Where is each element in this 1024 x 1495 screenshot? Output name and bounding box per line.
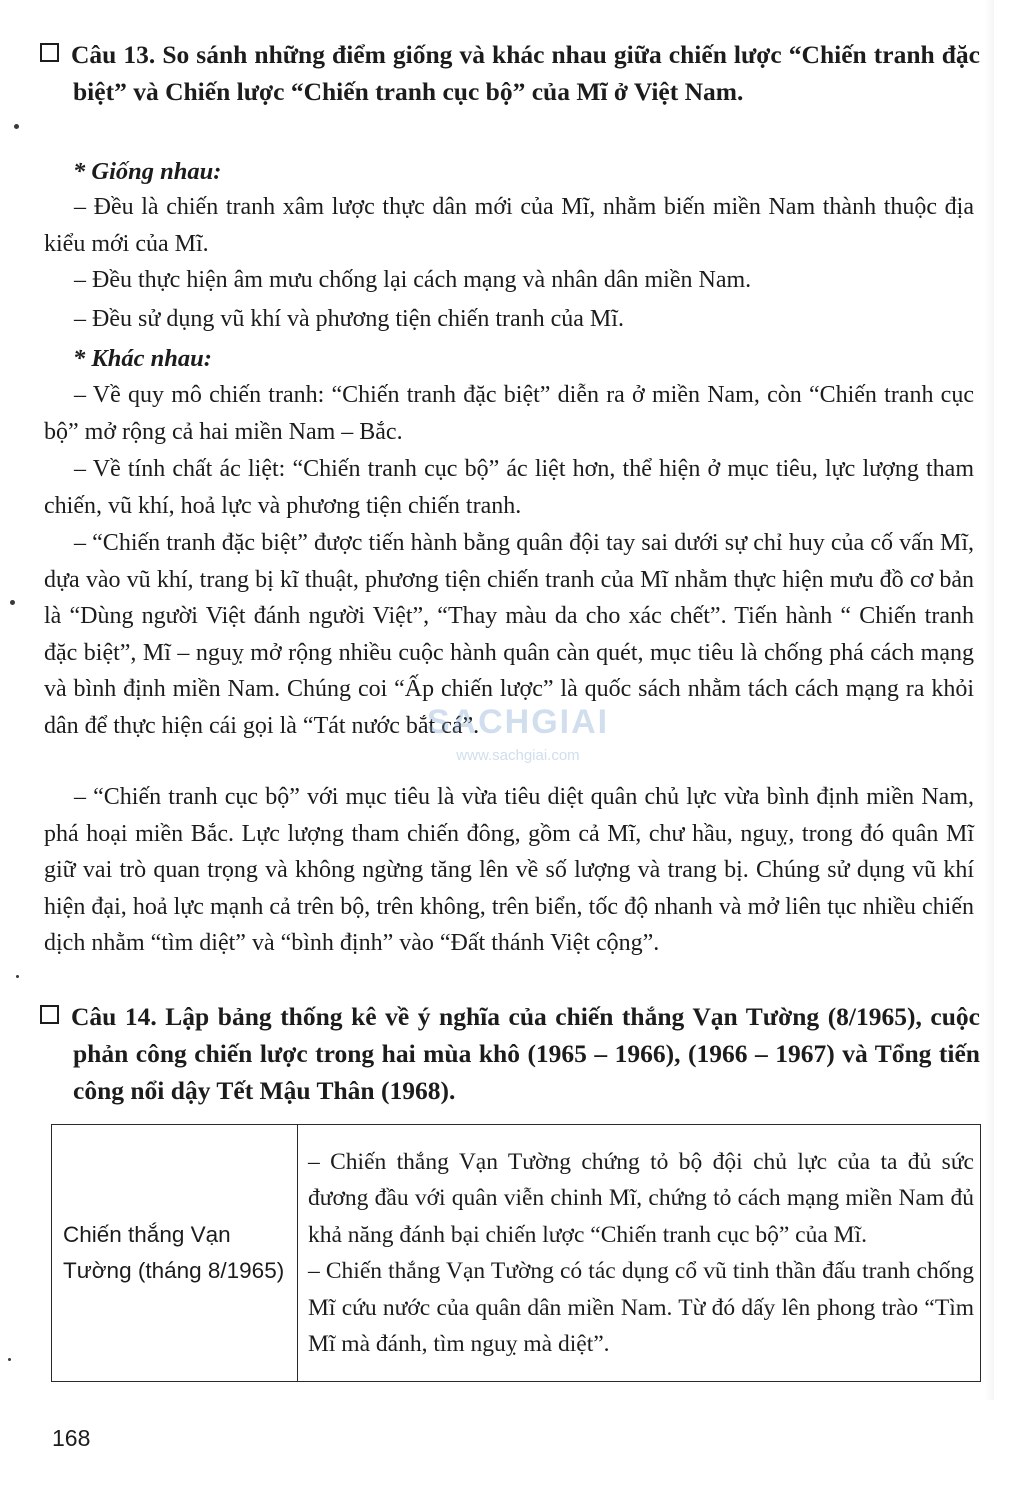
page-number: 168: [52, 1425, 91, 1451]
question-13: [40, 36, 980, 110]
scan-speck: [14, 124, 19, 129]
watermark-url: www.sachgiai.com: [456, 747, 580, 764]
page-edge-shadow: [984, 0, 994, 1400]
table-row: [52, 1125, 981, 1382]
checkbox-square-icon: [40, 43, 59, 62]
difference-1: – Về quy mô chiến tranh: “Chiến tranh đặc biệt” diễn ra ở miền Nam, còn “Chiến tranh cục bộ” mở rộng cả hai miền Nam – Bắc.: [44, 382, 974, 445]
differences-heading: * Khác nhau:: [73, 345, 212, 372]
question-14: [40, 998, 980, 1109]
similarity-3: – Đều sử dụng vũ khí và phương tiện chiến tranh của Mĩ.: [74, 306, 624, 332]
difference-4: – “Chiến tranh cục bộ” với mục tiêu là vừa tiêu diệt quân chủ lực vừa bình định miền Nam, phá hoại miền Bắc. Lực lượng tham chiến đông, gồm cả Mĩ, chư hầu, nguỵ, trong đó quân Mĩ giữ vai trò quan trọng và không ngừng tăng lên về số lượng và trang bị. Chúng sử dụng vũ khí hiện đại, hoả lực mạnh cả trên bộ, trên không, trên biển, tốc độ nhanh và mở liên tục nhiều chiến dịch nhằm “tìm diệt” và “bình định” vào “Đất thánh Việt cộng”.: [44, 784, 974, 956]
table-point-2: – Chiến thắng Vạn Tường có tác dụng cổ vũ tinh thần đấu tranh chống Mĩ cứu nước của quân dân miền Nam. Từ đó dấy lên phong trào “Tìm Mĩ mà đánh, tìm nguỵ mà diệt”.: [308, 1258, 974, 1357]
statistics-table: [51, 1124, 981, 1382]
difference-3: – “Chiến tranh đặc biệt” được tiến hành bằng quân đội tay sai dưới sự chỉ huy của cố vấn Mĩ, dựa vào vũ khí, trang bị kĩ thuật, phương tiện chiến tranh của Mĩ nhằm thực hiện mưu đồ cơ bản là “Dùng người Việt đánh người Việt”, “Thay màu da cho xác chết”. Tiến hành “ Chiến tranh đặc biệt”, Mĩ – nguỵ mở rộng nhiều cuộc hành quân càn quét, mục tiêu là chống phá cách mạng và bình định miền Nam. Chúng coi “Ấp chiến lược” là quốc sách nhằm tách cách mạng ra khỏi dân để thực hiện cái gọi là “Tát nước bắt cá”.: [44, 530, 974, 739]
difference-2: – Về tính chất ác liệt: “Chiến tranh cục bộ” ác liệt hơn, thể hiện ở mục tiêu, lực lượng tham chiến, vũ khí, hoả lực và phương tiện chiến tranh.: [44, 456, 974, 519]
table-point-1: – Chiến thắng Vạn Tường chứng tỏ bộ đội chủ lực của ta đủ sức đương đầu với quân viễn chinh Mĩ, chứng tỏ cách mạng miền Nam đủ khả năng đánh bại chiến lược “Chiến tranh cục bộ” của Mĩ.: [308, 1148, 974, 1248]
scan-speck: [16, 975, 19, 978]
question-14-title: Câu 14. Lập bảng thống kê về ý nghĩa của chiến thắng Vạn Tường (8/1965), cuộc phản công chiến lược trong hai mùa khô (1965 – 1966), (1966 – 1967) và Tổng tiến công nổi dậy Tết Mậu Thân (1968).: [71, 1002, 980, 1105]
table-row-label: Chiến thắng Vạn Tường (tháng 8/1965): [52, 1125, 298, 1382]
question-13-title: Câu 13. So sánh những điểm giống và khác nhau giữa chiến lược “Chiến tranh đặc biệt” và Chiến lược “Chiến tranh cục bộ” của Mĩ ở Việt Nam.: [71, 40, 980, 106]
similarity-1: – Đều là chiến tranh xâm lược thực dân mới của Mĩ, nhằm biến miền Nam thành thuộc địa kiểu mới của Mĩ.: [44, 194, 974, 257]
watermark-brand: SACHGIAI: [426, 703, 610, 741]
scan-speck: [10, 600, 15, 605]
scan-speck: [8, 1358, 11, 1361]
watermark: [398, 697, 638, 787]
similarities-heading: * Giống nhau:: [73, 158, 222, 185]
checkbox-square-icon: [40, 1005, 59, 1024]
similarity-2: – Đều thực hiện âm mưu chống lại cách mạng và nhân dân miền Nam.: [74, 267, 752, 293]
table-row-content: [298, 1125, 981, 1382]
